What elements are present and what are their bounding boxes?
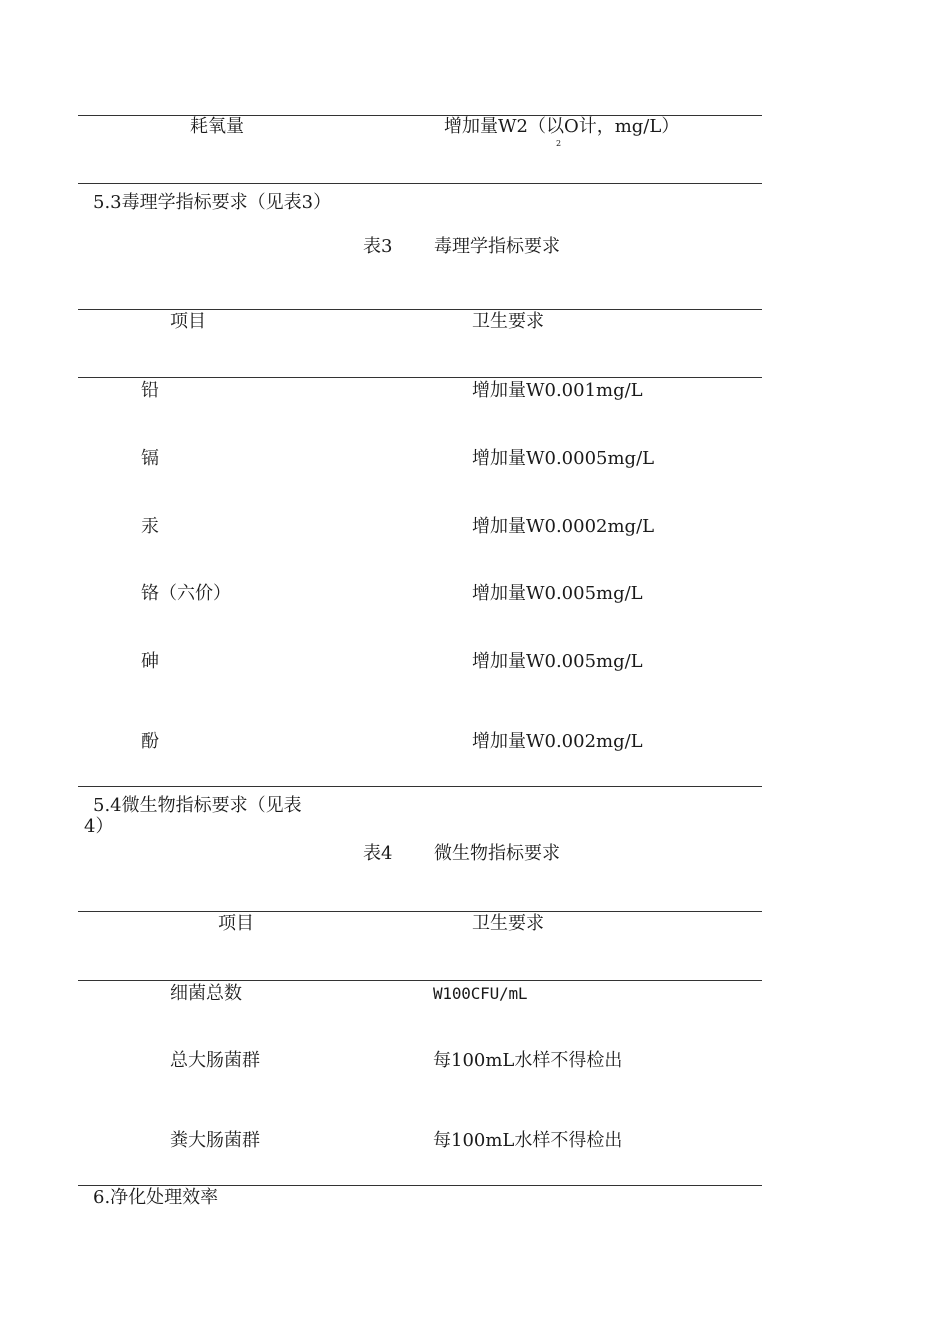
table4-bottom-rule (78, 1185, 762, 1186)
table3-header-item: 项目 (170, 311, 206, 332)
table2-bottom-rule (78, 183, 762, 184)
table3-caption-title: 毒理学指标要求 (434, 236, 560, 257)
table4-header-requirement: 卫生要求 (472, 913, 544, 934)
section-5-4-heading-overflow (84, 816, 114, 837)
section-6-heading: 6.净化处理效率 (93, 1187, 219, 1208)
table3-header-requirement: 卫生要求 (472, 311, 544, 332)
section-5-3-heading: 5.3毒理学指标要求（见表3） (93, 192, 332, 213)
table4-top-rule (78, 911, 762, 912)
table3-row-item: 汞 (141, 516, 159, 537)
table2-row-subscript: 2 (556, 139, 562, 148)
table4-caption-title: 微生物指标要求 (434, 843, 560, 864)
section-5-4-heading: 5.4微生物指标要求（见表 (93, 795, 302, 816)
table3-row-requirement: 增加量W0.001mg/L (472, 380, 643, 401)
table3-row-requirement: 增加量W0.0005mg/L (472, 448, 655, 469)
table3-row-item: 酚 (141, 731, 159, 752)
table4-row-requirement: 每100mL水样不得检出 (433, 1130, 623, 1151)
table3-row-item: 铬（六价） (141, 583, 231, 604)
table4-row-item: 细菌总数 (170, 983, 242, 1004)
table3-row-requirement: 增加量W0.0002mg/L (472, 516, 655, 537)
table2-row-value: 增加量W2（以O计，mg/L） (444, 116, 680, 137)
table3-top-rule (78, 309, 762, 310)
table4-row-requirement: 每100mL水样不得检出 (433, 1050, 623, 1071)
table3-row-requirement: 增加量W0.002mg/L (472, 731, 643, 752)
table3-row-item: 镉 (141, 448, 159, 469)
table3-row-requirement: 增加量W0.005mg/L (472, 651, 643, 672)
table4-header-item: 项目 (218, 913, 254, 934)
table4-header-rule (78, 980, 762, 981)
table3-caption-number: 表3 (363, 236, 393, 257)
table3-row-requirement: 增加量W0.005mg/L (472, 583, 643, 604)
table3-row-item: 铅 (141, 380, 159, 401)
table4-row-requirement: W100CFU/mL (433, 984, 528, 1003)
table3-header-rule (78, 377, 762, 378)
table2-row-label: 耗氧量 (190, 116, 244, 137)
table4-row-item: 粪大肠菌群 (170, 1130, 260, 1151)
table3-bottom-rule (78, 786, 762, 787)
table4-row-item: 总大肠菌群 (170, 1050, 260, 1071)
section-5-4-heading-continuation: 4） (84, 816, 114, 837)
table3-row-item: 砷 (141, 651, 159, 672)
table4-caption-number: 表4 (363, 843, 393, 864)
